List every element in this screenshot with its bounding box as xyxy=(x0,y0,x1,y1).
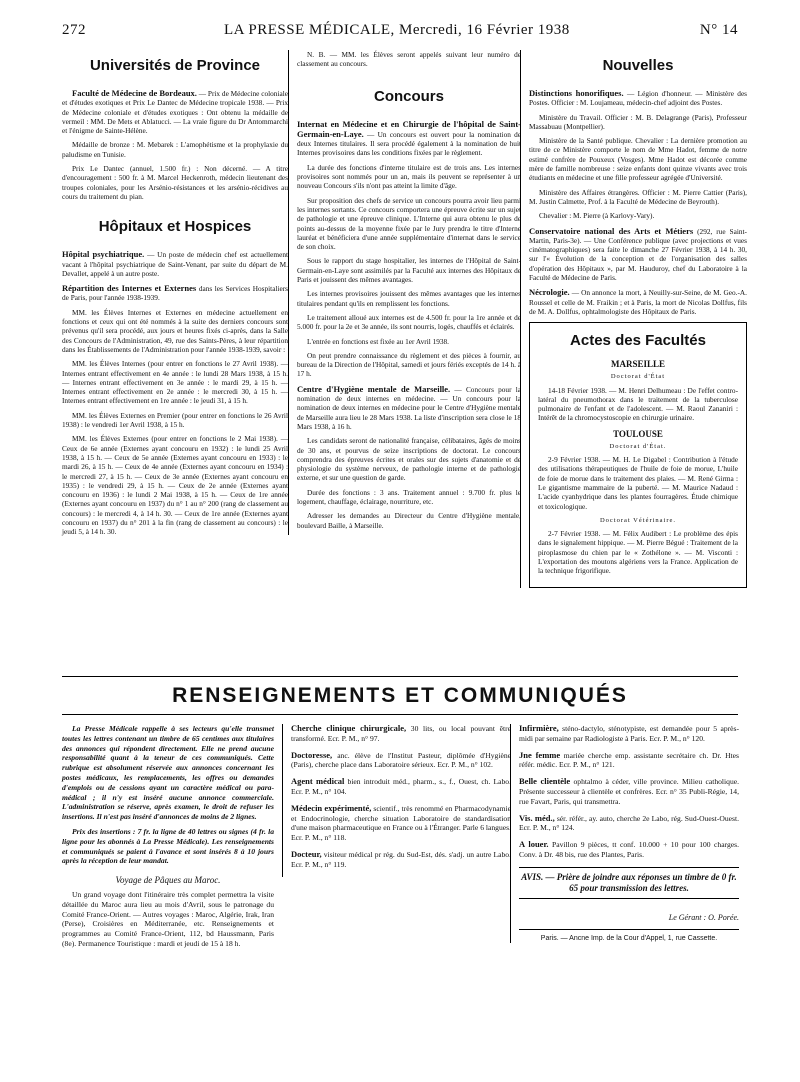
hopitaux-text2: dans les Services Hospitaliers de Paris, pour l'année 1938-1939. xyxy=(62,284,289,303)
actes-text3: 2-7 Février 1938. — M. Félix Audibert : Le problème des épis dans le signalement hippique. — M. Pierre Bégué : Traitement de la piroplasmose du chien par le « Zothélone ». — M. Visconti : L'exportation des moutons algériens vers la France. Application de la technique frigorifique. xyxy=(538,529,738,576)
classified-ad xyxy=(519,724,739,744)
concours-text3: Sur proposition des chefs de service un concours pourra avoir lieu parmi les internes sortants. Ce concours comportera une épreuve écrite sur un sujet de pathologie et une épreuve clinique. L'Interne qui aura obtenu le plus de points au-dessus de la moyenne fixée par le Jury prendra le titre d'Interne lauréat et bénéficiera d'une année supplémentaire d'internat dans le service de son choix. xyxy=(297,195,521,252)
voyage-text: Un grand voyage dont l'itinéraire très complet permettra la visite détaillée du Maroc aura lieu au mois d'Avril, sous le patronage du Comité France-Orient. — Autres voyages : Maroc, Algérie, Irak, Iran (Perse), Croisières en Méditerranée, etc. Renseignements et programmes au Comité France-Orient, 112, bd Haussmann, Paris (8e). Permanence Touristique : mardi et jeudi de 15 à 18 h. xyxy=(62,889,274,948)
nouvelles-text7: — On annonce la mort, à Neuilly-sur-Seine, de M. Geo.-A. Roussel et celle de M. Fraikin ; et à Paris, la mort de Nicolas Dollfus, fils de M. A. Dollfus, ophtalmologiste des Hôpitaux de Paris. xyxy=(529,288,748,316)
lead-bordeaux: Faculté de Médecine de Bordeaux. xyxy=(72,88,197,98)
imprint-line: Paris. — Ancne Imp. de la Cour d'Appel, 1, rue Cassette. xyxy=(519,929,739,944)
section-heading-universites: Universités de Province xyxy=(89,57,261,74)
sub-doctorat-2: Doctorat d'État. xyxy=(609,442,667,450)
ad-body: scientif., très renommé en Pharmacodynamie et Endocrinologie, cherche situation Laboratoire de standardisation d'une maison pharmaceutique en France ou à l'Étranger. Parle 6 langues. Ecr. P. M., n° 118. xyxy=(291,803,512,843)
concours-text12: Adresser les demandes au Directeur du Centre d'Hygiène mentale, boulevard Baille, à Marseille. xyxy=(297,511,521,530)
nouvelles-text2: Ministère du Travail. Officier : M. B. Delagrange (Paris), Professeur Massabuau (Montpellier). xyxy=(529,112,747,131)
ad-body: ophtalmo à céder, ville province. Milieu catholique. Présente successeur à clientèle et confrères. Ecr. n° 35 Publi-Régie, 14, rue Favart, Paris, qui transmettra. xyxy=(519,777,740,806)
concours-text11: Durée des fonctions : 3 ans. Traitement annuel : 9.700 fr. plus le logement, chauffage, éclairage, nourriture, etc. xyxy=(297,487,521,506)
column-right xyxy=(520,50,747,588)
universites-text3: Prix Le Dantec (annuel, 1.500 fr.) : Non décerné. — A titre d'encouragement : 500 fr. à M. Marcel Heckenroth, médecin lieutenant des troupes coloniales, pour les Arsénio-résistances et les arsénio-récidives au cours du traitement du pian. xyxy=(62,164,288,201)
universites-text: — Prix de Médecine coloniale et d'études exotiques et Prix Le Dantec de Médecine tropicale 1938. — Prix de Médecine coloniale et d'études exotiques : Ont obtenu la médaille de vermeil : MM. De Mets et Ablatucci. — La vraie figure du Dr Antommarchi et l'énigme de Sainte-Hélène. xyxy=(62,89,288,136)
city-marseille: MARSEILLE xyxy=(610,359,665,370)
hopitaux-text4: MM. les Élèves Internes (pour entrer en fonctions le 27 Avril 1938). — Internes entrant effectivement en 4e année : le lundi 28 Mars 1938, à 15 h. — Internes entrant effectivement en 3e année : le mardi 29, à 15 h. — Internes entrant effectivement en 2e année : le mercredi 30, à 15 h. — Internes entrant effectivement en 1re année : le jeudi 31, à 15 h. xyxy=(62,359,288,406)
ad-body: 30 lits, ou local pouvant être transformé. Ecr. P. M., n° 97. xyxy=(291,724,511,743)
actes-text2: 2-9 Février 1938. — M. H. Le Digabel : Contribution à l'étude des utilisations thérapeutiques de l'huile de foie de morue, L'huile de foie de morue dans le traitement des plaies. — M. René Girma : Le gigantisme mammaire de la puberté. — M. Maurice Nadaud : L'acide cyanhydrique dans les plantes fourragères. Étude chimique et toxicologique. xyxy=(538,455,738,511)
classified-ad xyxy=(291,804,511,843)
lead-necrologie: Nécrologie. xyxy=(529,287,570,298)
concours-text2: La durée des fonctions d'interne titulaire est de trois ans. Les internes provisoires sont nommés pour un an, mais ils peuvent se représenter à un nouveau Concours s'ils n'ont pas atteint la limite d'âge. xyxy=(297,162,521,191)
concours-text6: Le traitement alloué aux internes est de 4.500 fr. pour la 1re année et de 5.000 fr. pour la 2e et 3e année, ils sont nourris, logés, chauffés et éclairés. xyxy=(297,312,521,332)
city-toulouse: TOULOUSE xyxy=(613,428,663,439)
sub-doctorat-veterinaire: Doctorat Vétérinaire. xyxy=(599,516,677,524)
classified-ad xyxy=(291,850,511,870)
bottom-column-middle xyxy=(282,724,511,877)
ad-body: Pavillon 9 pièces, tt conf. 10.000 + 10 pour 100 charges. Conv. à Dr. 48 bis, rue des Plantes, Paris. xyxy=(519,840,739,859)
classified-ad xyxy=(519,814,739,834)
lead-internat: Internat en Médecine et en Chirurgie de l'hôpital de Saint-Germain-en-Laye. xyxy=(297,118,521,139)
classified-ad xyxy=(519,840,739,860)
lead-conservatoire: Conservatoire national des Arts et Métiers xyxy=(529,225,694,236)
bottom-column-right xyxy=(510,724,739,943)
ad-body: sténo-dactylo, sténotypiste, est demandée pour 5 après-midi par semaine par Radiologiste à Paris. Ecr. P. M., n° 120. xyxy=(519,724,739,743)
gerant-line: Le Gérant : O. Porée. xyxy=(668,912,739,922)
concours-text8: On peut prendre connaissance du règlement et des pièces à fournir, au bureau de la Direction de l'Hôpital, samedi et jours fériés exceptés de 14 h. à 17 h. xyxy=(297,350,521,379)
hopitaux-text3: MM. les Élèves Internes et Externes en médecine actuellement en fonctions et ceux qui ont été nommés à la suite des derniers concours sont prévenus qu'il sera procédé, aux jours et heures fixés ci-après, dans la Salle des Concours de l'Administration, 49, rue des Saints-Pères, à leur répartition dans les Établissements de l'Administration pour l'année 1938-1939, savoir : xyxy=(62,307,288,354)
lead-hygiene: Centre d'Hygiène mentale de Marseille. xyxy=(297,383,451,394)
running-header xyxy=(62,22,738,44)
ad-title: Médecin expérimenté, xyxy=(291,802,372,813)
bottom-column-left xyxy=(62,724,274,954)
classified-ad xyxy=(519,751,739,771)
ad-title: Vis. méd., xyxy=(519,812,555,823)
concours-text10: Les candidats seront de nationalité française, célibataires, âgés de moins de 30 ans, et pourvus de seize inscriptions de doctorat. Le concours comprendra des épreuves écrites et orales sur des sujets d'anatomie et de physiologie du système nerveux, de pathologie interne et de pathologie externe, et sur une question de garde. xyxy=(297,436,521,483)
classified-ad xyxy=(519,777,739,806)
page-number: 272 xyxy=(62,22,86,38)
concours-text7: L'entrée en fonctions est fixée au 1er Avril 1938. xyxy=(307,336,450,346)
ad-title: Agent médical xyxy=(291,776,345,787)
prix-text: Prix des insertions : 7 fr. la ligne de 40 lettres ou signes (4 fr. la ligne pour les abonnés à La Presse Médicale). Les renseignements et communiqués se paient à l'avance et sont insérés 8 à 10 jours après la réception de leur mandat. xyxy=(62,826,274,866)
lead-distinctions: Distinctions honorifiques. xyxy=(529,88,624,98)
ad-title: Cherche clinique chirurgicale, xyxy=(291,723,407,733)
classified-ad xyxy=(291,777,511,797)
ad-title: A louer. xyxy=(519,839,549,850)
classified-ad xyxy=(291,724,511,744)
voyage-title: Voyage de Pâques au Maroc. xyxy=(115,875,221,886)
actes-box xyxy=(529,322,747,587)
concours-text1: — Un concours est ouvert pour la nomination de deux Internes titulaires. Il sera procédé également à la nomination de huit Internes provisoires dans les conditions fixées par le règlement. xyxy=(297,129,521,158)
nouvelles-text6: (292, rue Saint-Martin, Paris-3e). — Une Conférence publique (avec projections et vues cinématographiques) sera faite le dimanche 27 Février 1938, à 14 h. 30, sur l'« Évolution de la conception et de l'organisation des salles d'opération des Hôpitaux », par M. Hauduroy, chef du Laboratoire à la Faculté de Médecine de Paris. xyxy=(529,226,747,283)
section-heading-concours: Concours xyxy=(373,87,444,105)
nouvelles-text5: Chevalier : M. Pierre (à Karlovy-Vary). xyxy=(539,211,655,221)
column-left xyxy=(62,50,288,542)
section-heading-actes: Actes des Facultés xyxy=(570,332,706,350)
concours-text4: Sous le rapport du stage hospitalier, les internes de l'Hôpital de Saint-Germain-en-Laye sont assimilés par la Faculté aux internes des Hôpitaux de Paris et jouissent des mêmes avantages. xyxy=(297,256,521,285)
issue-number: N° 14 xyxy=(699,22,738,38)
section-heading-nouvelles: Nouvelles xyxy=(602,57,674,74)
nouvelles-text1: — Légion d'honneur. — Ministère des Postes. Officier : M. Loujameau, médecin-chef adjoint des Postes. xyxy=(529,89,748,108)
concours-text5: Les internes provisoires jouissent des mêmes avantages que les internes titulaires pendant qu'ils en remplissent les fonctions. xyxy=(297,289,521,308)
concours-text9: — Concours pour la nomination de deux internes en médecine. — Un concours pour la nomination de deux internes en médecine pour le Centre d'Hygiène mentale de Marseille aura lieu le 28 Mars 1938. La liste d'inscription sera close le 18 Mars 1938, à 16 h. xyxy=(297,384,521,431)
column-middle xyxy=(288,50,521,535)
nouvelles-text4: Ministère des Affaires étrangères. Officier : M. Pierre Cattier (Paris), M. Justin Calmette, Prof. à la Faculté de Médecine de Beyrouth). xyxy=(529,187,747,206)
sub-doctorat-1: Doctorat d'État xyxy=(610,373,666,381)
hopitaux-text7: N. B. — MM. les Élèves seront appelés suivant leur numéro de classement au concours. xyxy=(297,50,521,69)
renseignements-title: RENSEIGNEMENTS ET COMMUNIQUÉS xyxy=(172,684,628,707)
ad-body: mariée cherche emp. assistante secrétaire ch. Dr. Htes référ. médic. Ecr. P. M., n° 121. xyxy=(519,750,739,770)
notice-text: La Presse Médicale rappelle à ses lecteurs qu'elle transmet toutes les lettres contenant un timbre de 65 centimes aux titulaires des annonces qui répondent directement. Elle ne prend aucune responsabilité quant à la teneur de ces communiqués. Cette rubrique est absolument réservée aux annonces concernant les postes médicaux, les remplacements, les offres ou demandes d'emplois ou de cessions ayant un caractère médical ou para-médical ; il n'y est inséré aucune annonce commerciale. L'administration se réserve, après examen, le droit de refuser les insertions. Il n'est pas inséré d'annonces de moins de 2 lignes. xyxy=(62,724,274,822)
nouvelles-text3: Ministère de la Santé publique. Chevalier : La dernière promotion au titre de ce Ministère comporte le nom de Mme Hadot, femme de notre estimé confrère de Pouxeux (Vosges). Mme Hadot est décorée comme mère de famille nombreuse : seize enfants dont quinze vivants avec trois étudiants en médecine et une fille professeur agrégée d'Université. xyxy=(529,136,747,183)
journal-title: LA PRESSE MÉDICALE, Mercredi, 16 Février 1938 xyxy=(224,22,570,38)
ad-body: bien introduit méd., pharm., s., f., Ouest, ch. Labo. Ecr. P. M., n° 104. xyxy=(291,777,511,796)
ad-title: Doctoresse, xyxy=(291,749,333,760)
avis-notice: AVIS. — Prière de joindre aux réponses un timbre de 0 fr. 65 pour transmission des lettres. xyxy=(519,867,739,899)
lead-hopital-psy: Hôpital psychiatrique. xyxy=(62,249,145,260)
ad-body: anc. élève de l'Institut Pasteur, diplômée d'Hygiène (Paris), cherche place dans Laboratoire sérieux. Ecr. P. M., n° 102. xyxy=(291,750,512,770)
ad-title: Infirmière, xyxy=(519,723,559,733)
ad-body: sér. référ., ay. auto, cherche 2e Labo, rég. Sud-Ouest-Ouest. Ecr. P. M., n° 124. xyxy=(519,813,740,833)
section-heading-hopitaux: Hôpitaux et Hospices xyxy=(98,218,252,236)
universites-text2: Médaille de bronze : M. Mebarek : L'amophétisme et la prophylaxie du paludisme en Tunisie. xyxy=(62,140,288,159)
ad-body: visiteur médical pr rég. du Sud-Est, dés. s'adj. un autre Labo. Ecr. P. M., n° 119. xyxy=(291,849,511,869)
hopitaux-text1: — Un poste de médecin chef est actuellement vacant à l'hôpital psychiatrique de Saint-Venant, par suite du départ de M. Devallet, appelé à un autre poste. xyxy=(62,250,288,278)
divider-bottom xyxy=(62,714,738,715)
hopitaux-text5: MM. les Élèves Externes en Premier (pour entrer en fonctions le 26 Avril 1938) : le vendredi 1er Avril 1938, à 15 h. xyxy=(62,410,288,430)
lead-repartition: Répartition des Internes et Externes xyxy=(62,283,197,294)
ad-title: Jne femme xyxy=(519,749,561,760)
actes-text1: 14-18 Février 1938. — M. Henri Delhumeau : De l'effet contro-latéral du pneumothorax dans le traitement de la tuberculose pulmonaire de l'enfant et de l'adolescent. — M. Raoul Zananiri : Intérêt de la chromocystoscopie en chirurgie urinaire. xyxy=(538,385,738,423)
ad-title: Docteur, xyxy=(291,848,322,859)
hopitaux-text6: MM. les Élèves Externes (pour entrer en fonctions le 2 Mai 1938). — Ceux de 6e année (Externes ayant concouru en 1932) : le lundi 25 Avril 1938, à 15 h. — Ceux de 5e année (Externes ayant concouru en 1933) : le mardi 26, à 15 h. — Ceux de 4e année (Externes ayant concouru en 1934) : le mercredi 27, à 15 h. — Ceux de 3e année (Externes ayant concouru en 1935) : le vendredi 29, à 15 h. — Ceux de 2e année (Externes ayant concouru en 1936) : le lundi 2 Mai 1938, à 15 h. — Ceux de 1re année (Externes ayant concouru en 1937) du n° 1 au n° 200 (rang de classement au concours) : le mercredi 4, à 14 h. 30. — Ceux de 1re année (Externes ayant concouru en 1937) du n° 201 à la fin (rang de classement au concours) : le jeudi 5, à 14 h. 30. xyxy=(62,434,288,537)
ad-title: Belle clientèle xyxy=(519,776,571,787)
classified-ad xyxy=(291,751,511,771)
divider-top xyxy=(62,676,738,677)
